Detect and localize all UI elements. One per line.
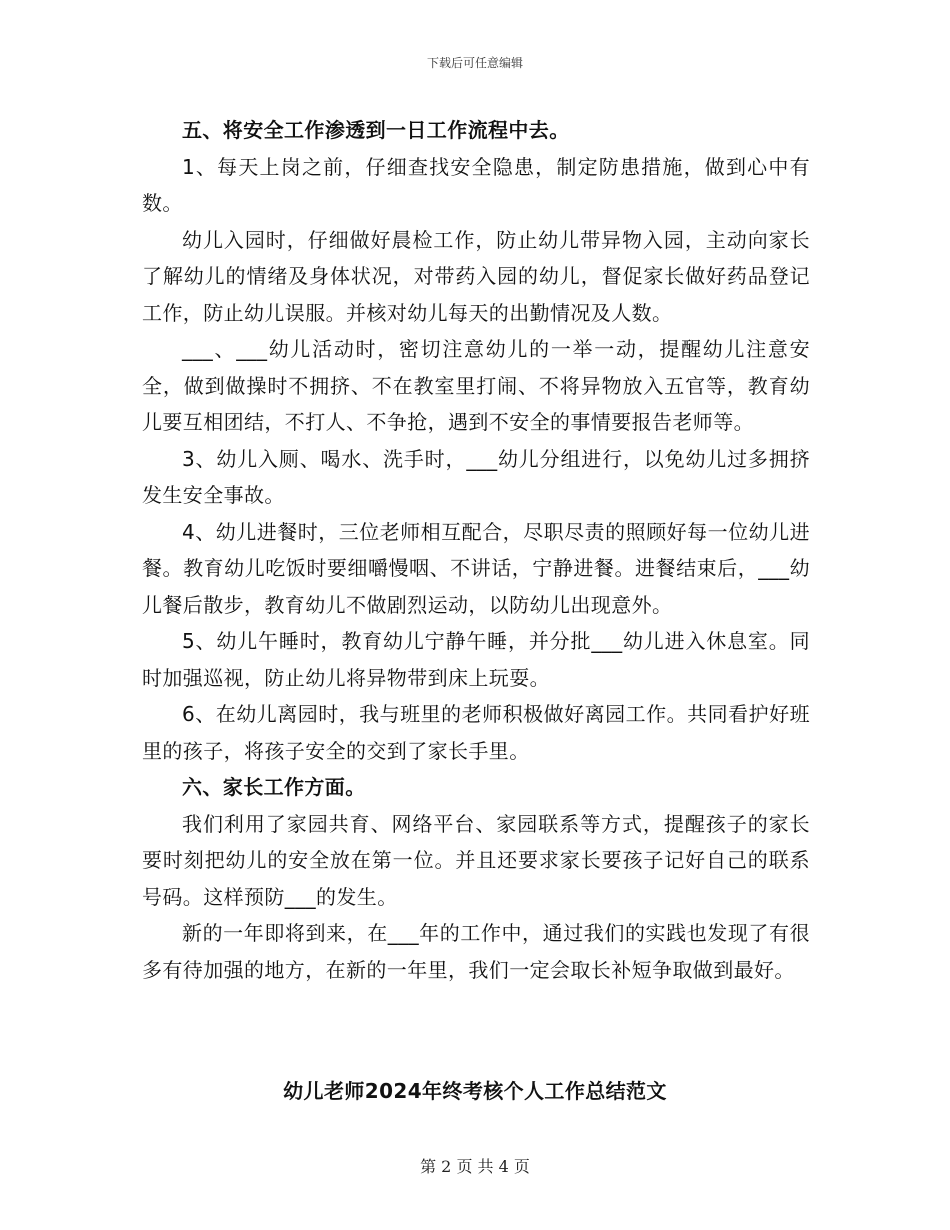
paragraph-item-3: 3、幼儿入厕、喝水、洗手时，___幼儿分组进行，以免幼儿过多拥挤发生安全事故。 <box>142 446 810 507</box>
page-footer: 第 2 页 共 4 页 <box>420 1157 530 1176</box>
document-title: 幼儿老师2024年终考核个人工作总结范文 <box>283 1079 667 1103</box>
paragraph-item-5: 5、幼儿午睡时，教育幼儿宁静午睡，并分批___幼儿进入休息室。同时加强巡视，防止幼儿将异物带到床上玩耍。 <box>142 629 810 690</box>
paragraph-activity: ___、___幼儿活动时，密切注意幼儿的一举一动，提醒幼儿注意安全，做到做操时不拥挤、不在教室里打闹、不将异物放入五官等，教育幼儿要互相团结，不打人、不争抢，遇到不安全的事情要报告老师等。 <box>142 337 810 434</box>
paragraph-item-4: 4、幼儿进餐时，三位老师相互配合，尽职尽责的照顾好每一位幼儿进餐。教育幼儿吃饭时要细嚼慢咽、不讲话，宁静进餐。进餐结束后，___幼儿餐后散步，教育幼儿不做剧烈运动，以防幼儿出现意外。 <box>142 519 810 617</box>
paragraph-arrival: 幼儿入园时，仔细做好晨检工作，防止幼儿带异物入园，主动向家长了解幼儿的情绪及身体状况，对带药入园的幼儿，督促家长做好药品登记工作，防止幼儿误服。并核对幼儿每天的出勤情况及人数。 <box>142 227 810 325</box>
section-heading-5: 五、将安全工作渗透到一日工作流程中去。 <box>182 118 570 142</box>
paragraph-parents: 我们利用了家园共育、网络平台、家园联系等方式，提醒孩子的家长要时刻把幼儿的安全放在第一位。并且还要求家长要孩子记好自己的联系号码。这样预防___的发生。 <box>142 811 810 909</box>
section-heading-6: 六、家长工作方面。 <box>182 775 366 799</box>
document-body <box>142 112 810 988</box>
paragraph-item-6: 6、在幼儿离园时，我与班里的老师积极做好离园工作。共同看护好班里的孩子，将孩子安全的交到了家长手里。 <box>142 702 810 763</box>
paragraph-closing: 新的一年即将到来，在___年的工作中，通过我们的实践也发现了有很多有待加强的地方，在新的一年里，我们一定会取长补短争取做到最好。 <box>142 921 810 982</box>
paragraph-item-1: 1、每天上岗之前，仔细查找安全隐患，制定防患措施，做到心中有数。 <box>142 154 810 215</box>
page-header: 下载后可任意编辑 <box>426 56 523 70</box>
